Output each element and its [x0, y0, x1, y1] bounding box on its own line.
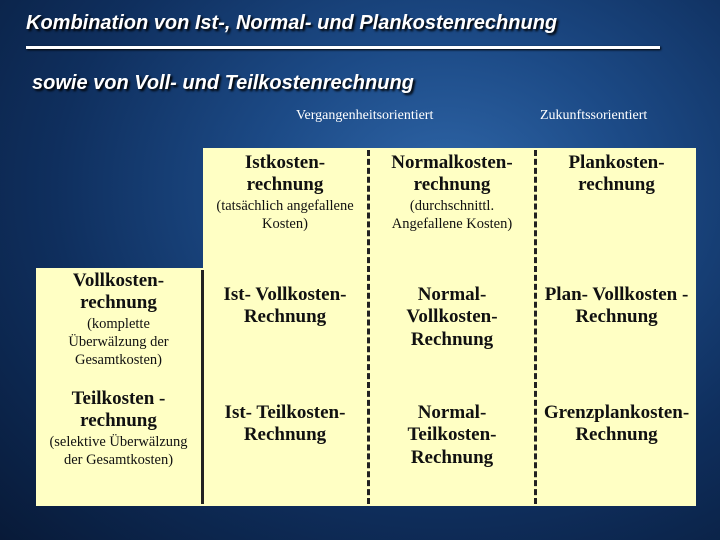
row-header-description: Überwälzung der [68, 333, 169, 350]
cell-text: Plan- Vollkosten - [544, 284, 689, 305]
column-header-title: rechnung [413, 174, 491, 196]
column-header-description: Angefallene Kosten) [391, 215, 513, 232]
cell-grenzplankostenrechnung [537, 402, 696, 447]
cell-text: Rechnung [243, 424, 327, 446]
column-header-plankosten [537, 152, 696, 197]
row-header-description: der Gesamtkosten) [63, 451, 174, 468]
column-header-description: Kosten) [262, 215, 308, 232]
row-header-description: (komplette [87, 315, 150, 332]
cell-normal-vollkostenrechnung [370, 284, 534, 351]
slide-subtitle: sowie von Voll- und Teilkostenrechnung [32, 72, 414, 94]
cell-plan-vollkostenrechnung [537, 284, 696, 329]
orientation-past-label: Vergangenheitsorientiert [296, 108, 434, 123]
column-header-title: Istkosten- [244, 152, 326, 173]
column-header-normalkosten [370, 152, 534, 233]
row-header-description: Gesamtkosten) [75, 352, 162, 369]
cell-text: Rechnung [410, 446, 494, 468]
cell-text: Teilkosten- [407, 424, 497, 446]
title-underline [26, 46, 660, 49]
cell-text: Rechnung [243, 306, 327, 328]
row-header-title: Vollkosten- [72, 270, 165, 291]
slide-title: Kombination von Ist-, Normal- und Plankostenrechnung [26, 12, 558, 34]
row-header-teilkosten [36, 388, 201, 469]
column-header-title: Plankosten- [568, 152, 665, 173]
row-header-vollkosten [36, 270, 201, 369]
cell-ist-vollkostenrechnung [203, 284, 367, 329]
cell-ist-teilkostenrechnung [203, 402, 367, 447]
column-header-description: (tatsächlich angefallene [216, 197, 354, 214]
cell-text: Vollkosten- [406, 306, 498, 328]
row-header-title: rechnung [80, 410, 157, 432]
cell-text: Grenzplankosten- [543, 402, 690, 423]
row-header-description: (selektive Überwälzung [49, 433, 188, 450]
cell-text: Rechnung [410, 328, 494, 350]
orientation-future-label: Zukunftssorientiert [540, 108, 648, 123]
column-header-title: rechnung [246, 174, 324, 196]
cell-text: Rechnung [575, 306, 658, 328]
column-header-istkosten [203, 152, 367, 233]
cell-text: Ist- Vollkosten- [223, 284, 347, 305]
cell-text: Normal- [417, 284, 487, 305]
cell-text: Normal- [417, 402, 487, 423]
row-header-title: rechnung [80, 292, 157, 314]
column-header-title: rechnung [578, 174, 655, 196]
column-header-title: Normalkosten- [391, 152, 513, 173]
cell-normal-teilkostenrechnung [370, 402, 534, 469]
column-header-description: (durchschnittl. [409, 197, 495, 214]
row-header-title: Teilkosten - [71, 388, 166, 409]
cell-text: Ist- Teilkosten- [224, 402, 346, 423]
cell-text: Rechnung [575, 424, 658, 446]
